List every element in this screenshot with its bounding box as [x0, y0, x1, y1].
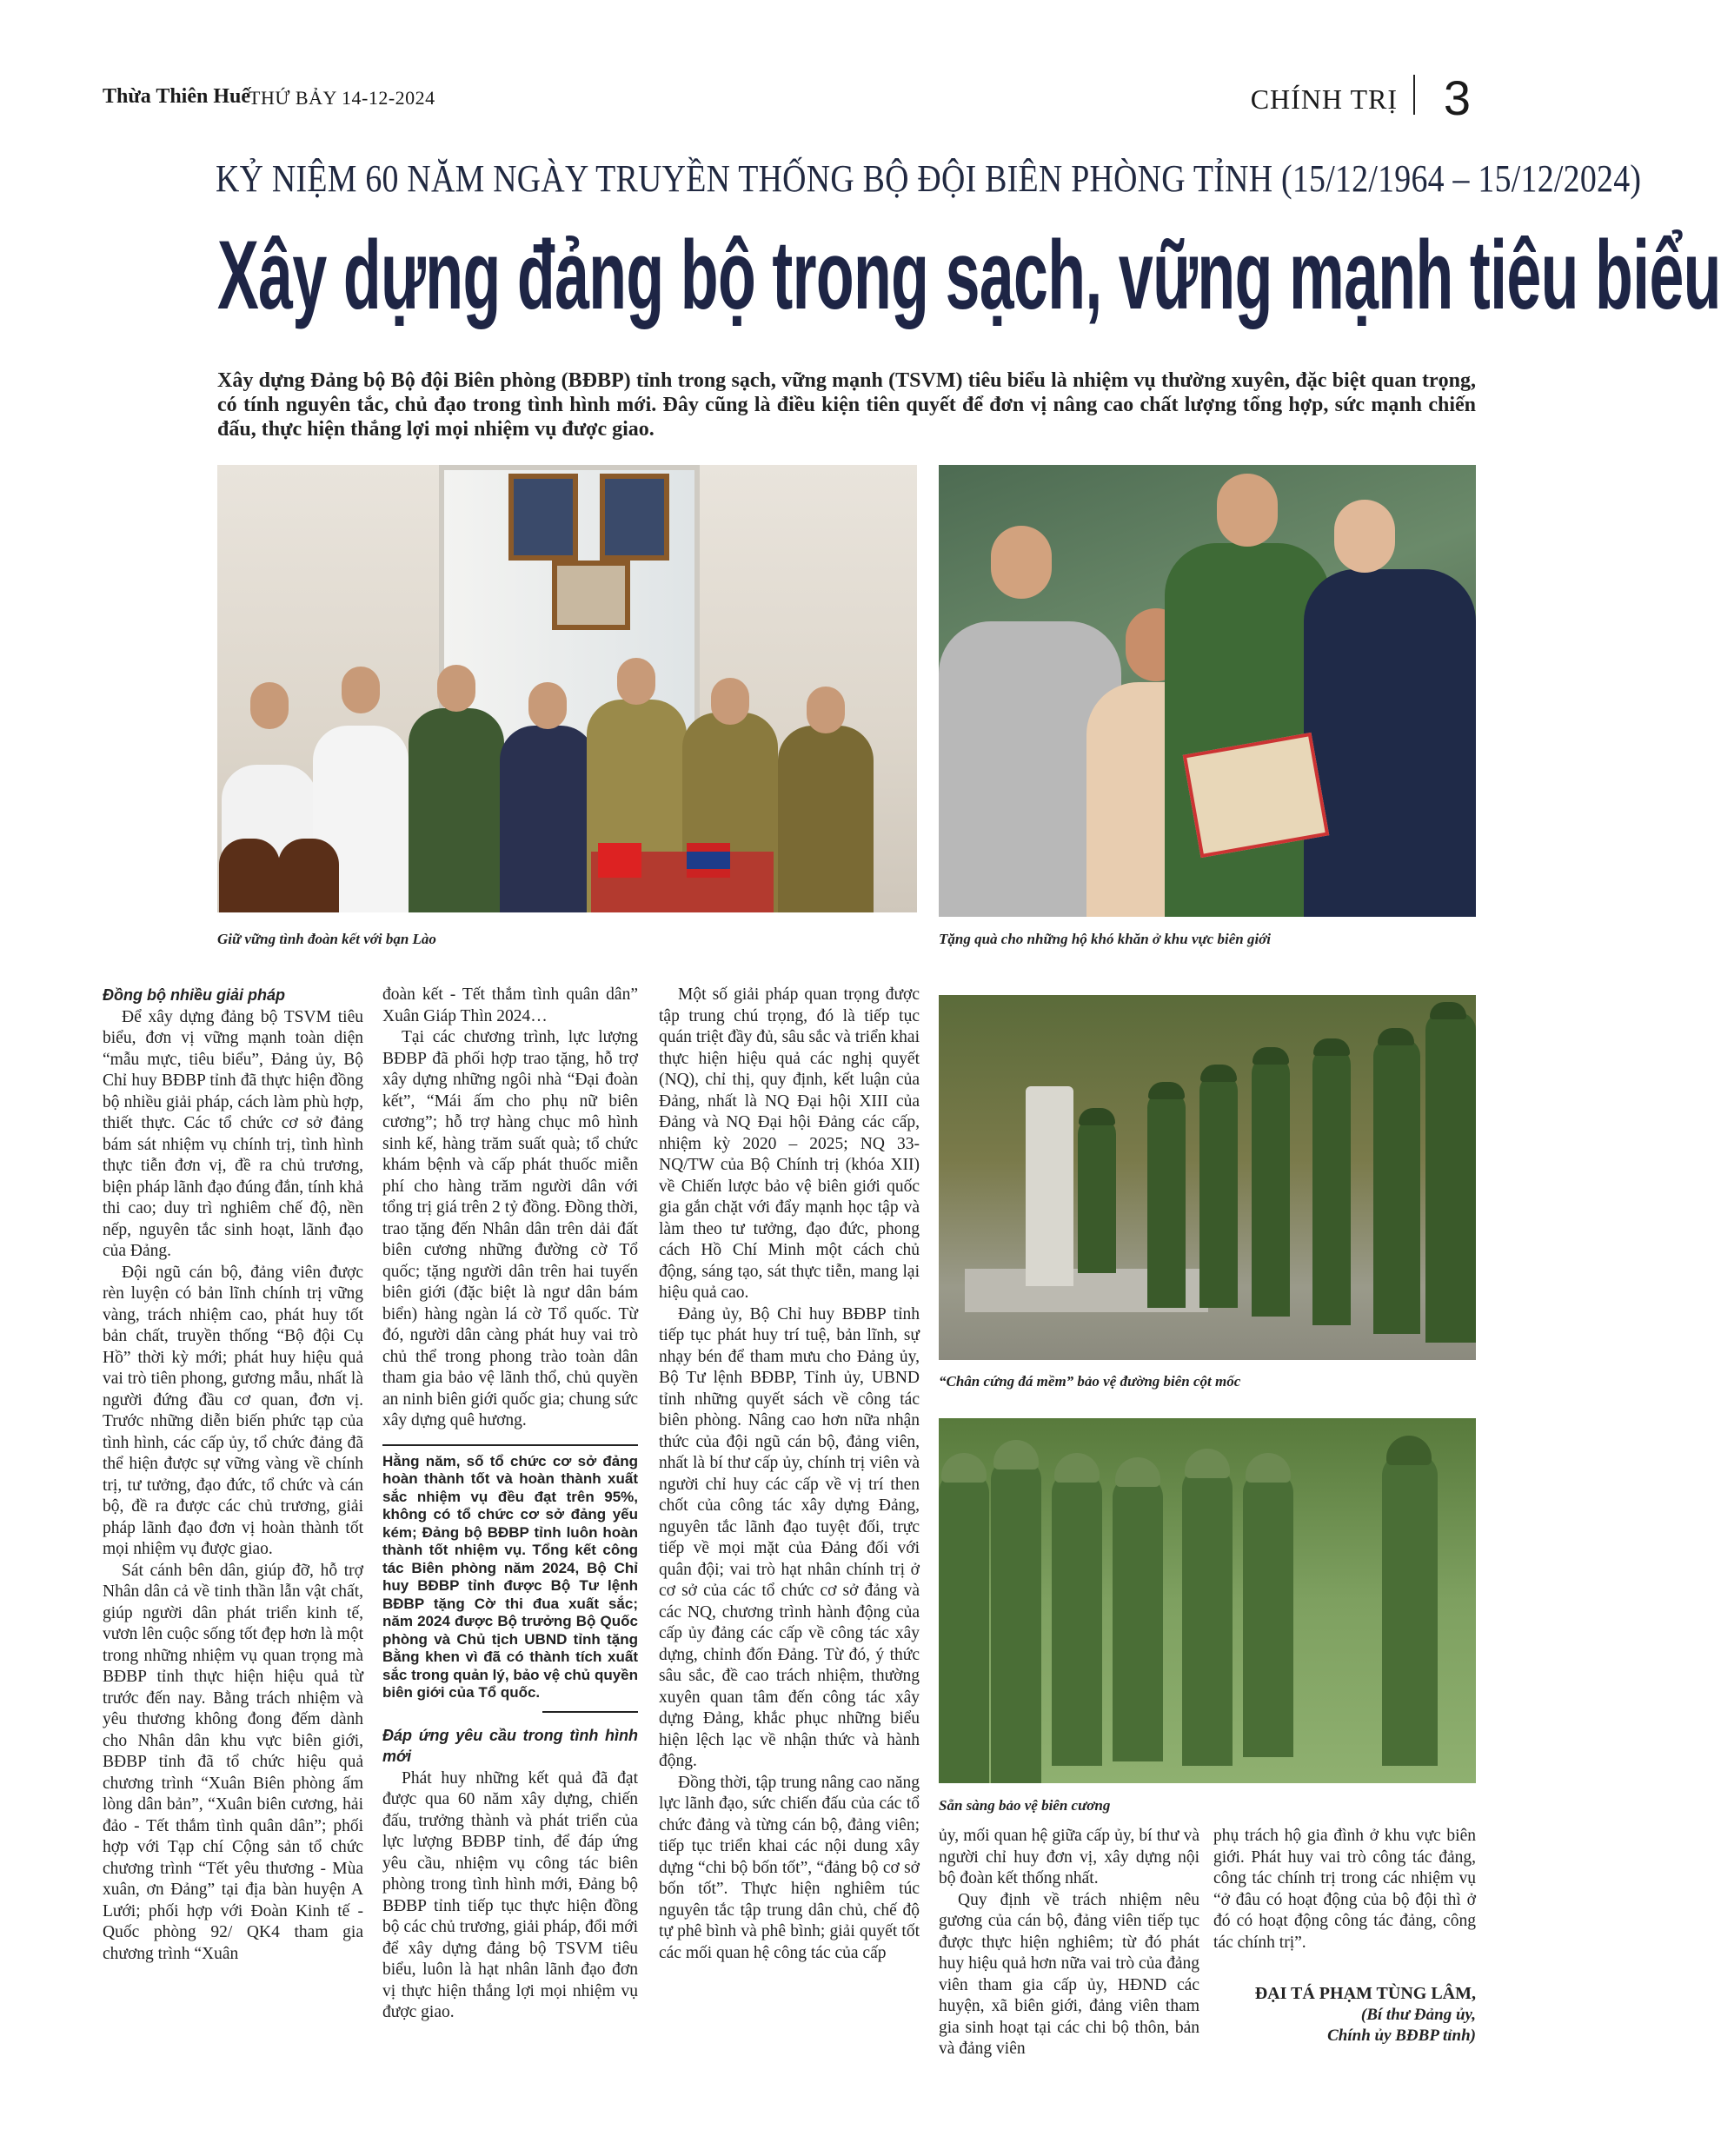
photo-soldier-helmet [1246, 1453, 1291, 1483]
issue-date: THỨ BẢY 14-12-2024 [249, 87, 435, 109]
article-sapo: Xây dựng Đảng bộ Bộ đội Biên phòng (BĐBP) tỉnh trong sạch, vững mạnh (TSVM) tiêu biểu là nhiệm vụ thường xuyên, đặc biệt quan trọng, có tính nguyên tắc, chủ đạo trong tình hình mới. Đây cũng là điều kiện tiên quyết để đơn vị nâng cao chất lượng tổng hợp, sức mạnh chiến đấu, thực hiện thắng lợi mọi nhiệm vụ được giao. [217, 369, 1476, 441]
masthead [103, 70, 1476, 125]
section-label: CHÍNH TRỊ [1250, 83, 1398, 115]
caption-photo-2: Tặng quà cho những hộ khó khăn ở khu vực biên giới [939, 931, 1272, 947]
photo-person [778, 726, 874, 912]
photo-person-head [528, 682, 567, 729]
photo-soldier-cap [1148, 1082, 1185, 1099]
paragraph: Phát huy những kết quả đã đạt được qua 60 năm xây dựng, chiến đấu, trưởng thành và phát triển của lực lượng BĐBP tỉnh, để đáp ứng yêu cầu, nhiệm vụ công tác biên phòng trong tình hình mới, Đảng bộ BĐBP tỉnh tiếp tục thực hiện đồng bộ các chủ trương, giải pháp, đổi mới để xây dựng đảng bộ TSVM tiêu biểu, luôn là hạt nhân lãnh đạo đơn vị thực hiện thắng lợi mọi nhiệm vụ được giao. [382, 1768, 638, 2021]
caption-photo-1: Giữ vững tình đoàn kết với bạn Lào [217, 931, 436, 947]
paragraph: ủy, mối quan hệ giữa cấp ủy, bí thư và người chỉ huy đơn vị, xây dựng nội bộ đoàn kết thống nhất. [939, 1827, 1199, 1887]
paragraph: Sát cánh bên dân, giúp đỡ, hỗ trợ Nhân dân cả về tinh thần lẫn vật chất, giúp người dân phát triển kinh tế, vươn lên cuộc sống tốt đẹp hơn là một trong những nhiệm vụ quan trọng mà BĐBP tỉnh thực hiện hiệu quả từ trước đến nay. Bằng trách nhiệm và yêu thương không đong đếm dành cho Nhân dân khu vực biên giới, BĐBP tỉnh đã tổ chức hiệu quả chương trình “Xuân Biên phòng ấm lòng dân bản”, “Xuân biên cương, hải đảo - Tết thắm tình quân dân”; phối hợp với Tạp chí Cộng sản tổ chức chương trình “Tết yêu thương - Mùa xuân, ơn Đảng” tại địa bàn huyện A Lưới; phối hợp với Đoàn Kinh tế - Quốc phòng 92/ QK4 tham gia chương trình “Xuân [103, 1561, 363, 1963]
photo-soldier [991, 1457, 1041, 1783]
photo-soldier-cap [1253, 1047, 1289, 1065]
paragraph: Quy định về trách nhiệm nêu gương của cán bộ, đảng viên tiếp tục được thực hiện nghiêm; từ đó phát huy hiệu quả hơn nữa vai trò của đảng viên tham gia cấp ủy, HĐND các huyện, xã biên giới, đảng viên tham gia sinh hoạt tại các chi bộ thôn, bản và đảng viên [939, 1890, 1199, 2058]
paragraph: Đội ngũ cán bộ, đảng viên được rèn luyện có bản lĩnh chính trị vững vàng, trách nhiệm cao, phát huy tốt bản chất, truyền thống “Bộ đội Cụ Hồ” thời kỳ mới; phát huy hiệu quả vai trò tiên phong, gương mẫu, nhất là người đứng đầu cơ quan, đơn vị. Trước những diễn biến phức tạp của tình hình, các cấp ủy, tổ chức đảng đã thể hiện được sự vững vàng về chính trị, tư tưởng, đạo đức, tổ chức và cán bộ, đề ra được các chủ trương, giải pháp lãnh đạo đơn vị hoàn thành tốt mọi nhiệm vụ được giao. [103, 1263, 363, 1558]
caption-photo-3: “Chân cứng đá mềm” bảo vệ đường biên cột mốc [939, 1373, 1241, 1390]
photo-soldier-cap [1200, 1065, 1237, 1082]
photo-person-head [250, 682, 289, 729]
photo-soldier-cap [1378, 1028, 1414, 1045]
section-subhead: Đồng bộ nhiều giải pháp [103, 986, 285, 1004]
photo-soldier [1373, 1038, 1420, 1334]
author-role: Chính ủy BĐBP tỉnh) [1327, 2027, 1476, 2045]
article-column-4 [939, 1826, 1199, 2060]
photo-person-head [807, 687, 845, 733]
photo-soldier [1312, 1047, 1351, 1325]
article-column-5 [1213, 1826, 1476, 2047]
caption-photo-4: Sẵn sàng bảo vệ biên cương [939, 1797, 1111, 1814]
paragraph: đoàn kết - Tết thắm tình quân dân” Xuân Giáp Thìn 2024… [382, 985, 638, 1025]
paragraph: Tại các chương trình, lực lượng BĐBP đã phối hợp trao tặng, hỗ trợ xây dựng những ngôi nhà “Đại đoàn kết”, “Mái ấm cho phụ nữ biên cương”; hỗ trợ hàng chục mô hình sinh kế, hàng trăm suất quà; tổ chức khám bệnh và cấp phát thuốc miễn phí cho hàng trăm người dân với tổng trị giá trên 2 tỷ đồng. Đồng thời, trao tặng đến Nhân dân trên dải đất biên cương những đường cờ Tổ quốc; tặng người dân trên hai tuyến biên giới (đặc biệt là ngư dân bám biển) hàng ngàn lá cờ Tổ quốc. Từ đó, người dân càng phát huy vai trò chủ thể trong phong trào toàn dân tham gia bảo vệ lãnh thổ, chủ quyền an ninh biên giới quốc gia; chung sức xây dựng quê hương. [382, 1028, 638, 1430]
photo-person [409, 708, 504, 912]
photo-soldier-cap [1430, 1002, 1466, 1019]
author-role: (Bí thư Đảng ủy, [1360, 2005, 1476, 2024]
photo-person-head [711, 678, 749, 725]
paragraph: Để xây dựng đảng bộ TSVM tiêu biểu, đơn vị vững mạnh toàn diện “mẫu mực, tiêu biểu”, Đảng ủy, Bộ Chỉ huy BĐBP tỉnh đã thực hiện đồng bộ nhiều giải pháp, cách làm phù hợp, thiết thực. Các tổ chức cơ sở đảng bám sát nhiệm vụ chính trị, tình hình thực tiễn đơn vị, đề ra chủ trương, biện pháp lãnh đạo đúng đắn, tính khả thi cao; duy trì nghiêm chế độ, nền nếp, nguyên tắc sinh hoạt, lãnh đạo của Đảng. [103, 1007, 363, 1260]
photo-soldier-helmet [1386, 1436, 1432, 1465]
photo-portrait-frame [600, 474, 669, 561]
photo-border-marker [939, 995, 1476, 1360]
paragraph: Một số giải pháp quan trọng được tập trung chú trọng, đó là tiếp tục quán triệt đầy đủ, sâu sắc và triển khai thực hiện hiệu quả các nghị quyết (NQ), chỉ thị, quy định, kết luận của Đảng, nhất là NQ Đại hội XIII của Đảng và NQ Đại hội Đảng các cấp, nhiệm kỳ 2020 – 2025; NQ 33-NQ/TW của Bộ Chính trị (khóa XII) về Chiến lược bảo vệ biên giới quốc gia gắn chặt với đẩy mạnh học tập và làm theo tư tưởng, đạo đức, phong cách Hồ Chí Minh một cách chủ động, sáng tạo, sát thực tiễn, mang lại hiệu quả cao. [659, 985, 920, 1302]
paragraph: Đồng thời, tập trung nâng cao năng lực lãnh đạo, sức chiến đấu của các tổ chức đảng và từng cán bộ, đảng viên; tiếp tục triển khai các nội dung xây dựng “chi bộ bốn tốt”, “đảng bộ cơ sở bốn tốt”. Thực hiện nghiêm túc nguyên tắc tập trung dân chủ, chế độ tự phê bình và phê bình; giải quyết tốt các mối quan hệ công tác của cấp [659, 1773, 920, 1962]
paragraph: Đảng ủy, Bộ Chỉ huy BĐBP tỉnh tiếp tục phát huy trí tuệ, bản lĩnh, sự nhạy bén để tham mưu cho Đảng ủy, Bộ Tư lệnh BĐBP, Tỉnh ủy, UBND tỉnh những quyết sách về công tác biên phòng. Nâng cao hơn nữa nhận thức của đội ngũ cán bộ, đảng viên, nhất là bí thư cấp ủy, chính trị viên và người chỉ huy các cấp về vị trí then chốt của công tác xây dựng Đảng, nguyên tắc lãnh đạo tuyệt đối, trực tiếp về mọi mặt của Đảng đối với quân đội; vai trò hạt nhân chính trị ở cơ sở của các tổ chức cơ sở đảng và các NQ, chương trình hành động của cấp ủy đảng các cấp về công tác xây dựng, chỉnh đốn Đảng. Từ đó, ý thức sâu sắc, đề cao trách nhiệm, thường xuyên quan tâm đến công tác xây dựng Đảng, khắc phục những biểu hiện lệch lạc về nhận thức và hành động. [659, 1304, 920, 1770]
photo-soldier-helmet [1054, 1453, 1100, 1483]
photo-gift-giving [939, 465, 1476, 912]
photo-person-head [1334, 500, 1395, 573]
photo-portrait-frame [508, 474, 578, 561]
photo-soldier-helmet [941, 1453, 987, 1483]
photo-person-head [991, 526, 1052, 599]
photo-soldier [1243, 1470, 1293, 1757]
photo-person-head [342, 667, 380, 713]
laos-flag-icon [687, 843, 730, 878]
photo-soldier-cap [1079, 1108, 1115, 1125]
photo-gift-box [1183, 733, 1330, 858]
pull-quote-rule [542, 1711, 638, 1713]
photo-soldier-helmet [993, 1440, 1039, 1469]
article-column-3 [659, 985, 920, 1964]
photo-soldier-cap [1313, 1038, 1350, 1056]
photo-soldier [1425, 1012, 1476, 1343]
photo-soldier [1052, 1470, 1102, 1766]
photo-person [1304, 569, 1476, 917]
article-column-2 [382, 985, 638, 2024]
vietnam-flag-icon [598, 843, 641, 878]
photo-wood-carving [219, 839, 280, 912]
article-kicker: KỶ NIỆM 60 NĂM NGÀY TRUYỀN THỐNG BỘ ĐỘI BIÊN PHÒNG TỈNH (15/12/1964 – 15/12/2024) [216, 157, 1642, 200]
photo-soldier-helmet [1115, 1457, 1160, 1487]
photo-soldiers-ready [939, 1418, 1476, 1783]
photo-person-head [617, 658, 655, 705]
author-name: ĐẠI TÁ PHẠM TÙNG LÂM, [1254, 1984, 1476, 2003]
section-subhead: Đáp ứng yêu cầu trong tình hình mới [382, 1726, 638, 1765]
article-column-1 [103, 985, 363, 1965]
article-headline: Xây dựng đảng bộ trong sạch, vững mạnh tiêu biểu [217, 221, 1721, 329]
photo-wall-frame [552, 561, 630, 630]
photo-wood-carving [278, 839, 339, 912]
paper-name: Thừa Thiên Huế [103, 85, 251, 108]
photo-soldier [1113, 1475, 1163, 1761]
paragraph: phụ trách hộ gia đình ở khu vực biên giới. Phát huy vai trò công tác đảng, công tác chính trị trong các nhiệm vụ “ở đâu có hoạt động của bộ đội thì ở đó có hoạt động công tác đảng, công tác chính trị”. [1213, 1827, 1476, 1952]
photo-person [500, 726, 595, 912]
byline [1213, 1983, 1476, 2047]
photo-soldier [1147, 1091, 1186, 1308]
page-number: 3 [1443, 70, 1471, 125]
photo-soldier [1199, 1073, 1238, 1308]
photo-soldier [1382, 1453, 1438, 1766]
photo-laos-delegation [217, 465, 917, 912]
photo-soldier [1252, 1056, 1290, 1317]
photo-soldier-helmet [1185, 1449, 1230, 1478]
photo-marker-post [1026, 1086, 1073, 1286]
masthead-divider [1413, 75, 1415, 115]
photo-person-head [1217, 474, 1278, 547]
photo-soldier [1078, 1117, 1116, 1273]
pull-quote: Hằng năm, số tổ chức cơ sở đảng hoàn thành tốt và hoàn thành xuất sắc nhiệm vụ đều đạt trên 95%, không có tổ chức cơ sở đảng yếu kém; Đảng bộ BĐBP tỉnh luôn hoàn thành tốt nhiệm vụ. Tổng kết công tác Biên phòng năm 2024, Bộ Chỉ huy BĐBP tỉnh được Bộ Tư lệnh BĐBP tặng Cờ thi đua xuất sắc; năm 2024 được Bộ trưởng Bộ Quốc phòng và Chủ tịch UBND tỉnh tặng Bằng khen vì đã có thành tích xuất sắc trong quản lý, bảo vệ chủ quyền biên giới của Tổ quốc. [382, 1444, 638, 1702]
photo-soldier [1182, 1466, 1233, 1766]
photo-soldier [939, 1470, 989, 1783]
photo-person-head [437, 665, 475, 712]
